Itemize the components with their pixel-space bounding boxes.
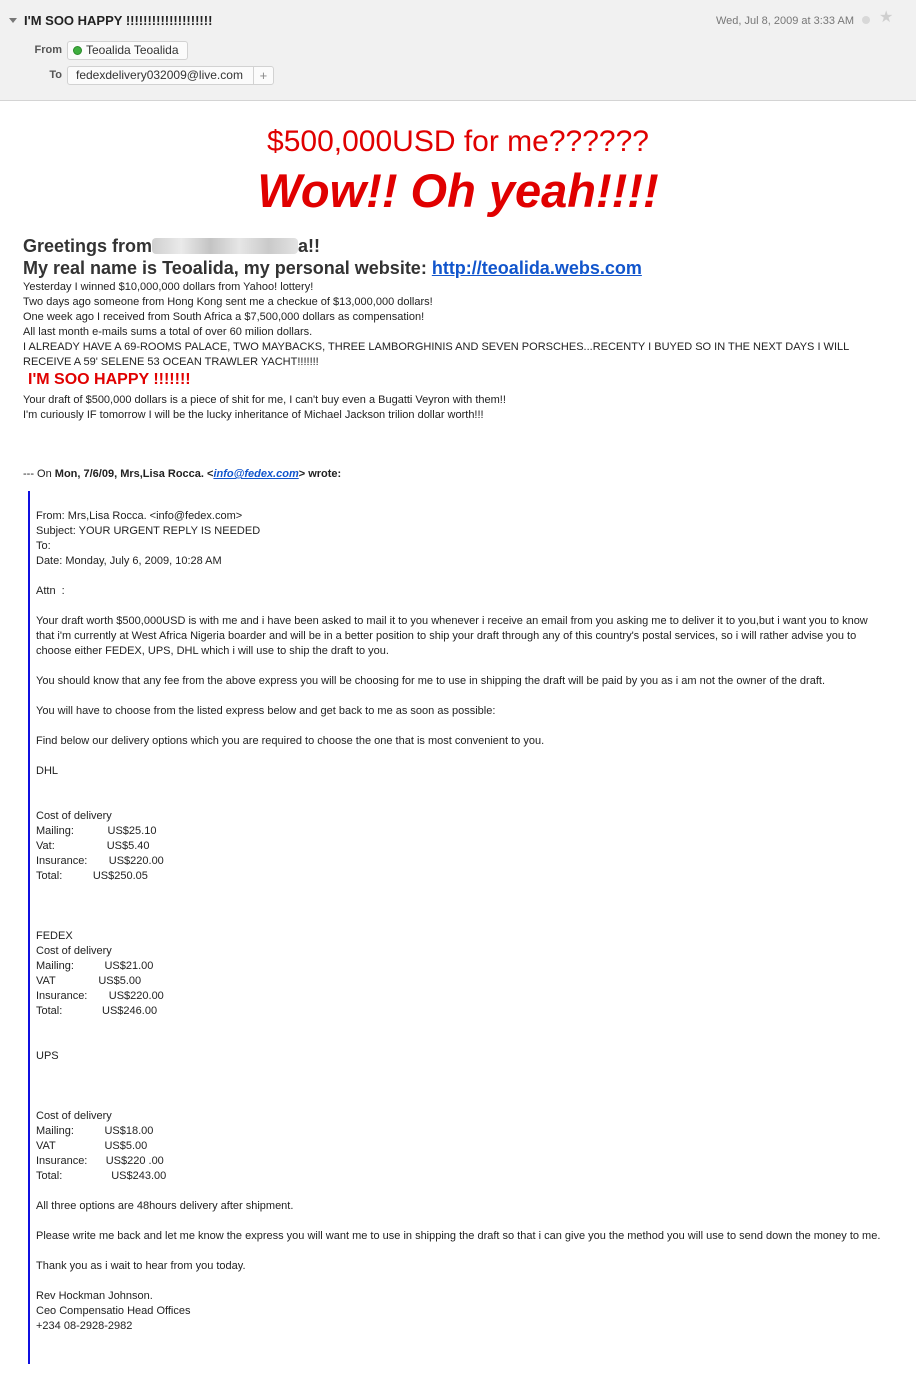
happy-exclamation: I'M SOO HAPPY !!!!!!!	[28, 371, 191, 388]
website-link[interactable]: http://teoalida.webs.com	[431, 258, 642, 278]
quoted-paragraph: Find below our delivery options which you are required to choose the one that is most convenient to you.	[36, 735, 545, 747]
spacer	[36, 599, 886, 614]
spacer	[36, 719, 886, 734]
body-line: One week ago I received from South Africa a $7,500,000 dollars as compensation!	[23, 311, 425, 323]
headline-wow: Wow!! Oh yeah!!!!	[257, 164, 659, 217]
message-subject: I'M SOO HAPPY !!!!!!!!!!!!!!!!!!!!	[24, 13, 213, 28]
signature-phone: +234 08-2928-2982	[36, 1320, 133, 1332]
quoted-paragraph: You will have to choose from the listed express below and get back to me as soon as possible:	[36, 705, 496, 717]
body-line: Your draft of $500,000 dollars is a piece of shit for me, I can't buy even a Bugatti Veyron with them!!	[23, 394, 506, 406]
spacer	[36, 1019, 886, 1034]
signature-name: Rev Hockman Johnson.	[36, 1290, 153, 1302]
message-header	[0, 0, 916, 101]
quoted-paragraph: Your draft worth $500,000USD is with me and i have been asked to mail it to you whenever i receive an email from you asking me to deliver it to you,but i want you to know that i'm currently at West Africa Nigeria boarder and will be in a better position to ship your draft through any of this country's postal services, so i will rather advise you to choose either FEDEX, UPS, DHL which i will use to ship the draft to you.	[36, 615, 868, 657]
quoted-subject: Subject: YOUR URGENT REPLY IS NEEDED	[36, 525, 261, 537]
spacer	[36, 689, 886, 704]
message-body-lines-2	[23, 393, 893, 423]
fedex-name: FEDEX	[36, 930, 73, 942]
quoted-from: From: Mrs,Lisa Rocca. <info@fedex.com>	[36, 510, 243, 522]
spacer	[36, 659, 886, 674]
quoted-to: To:	[36, 540, 51, 552]
body-line: Two days ago someone from Hong Kong sent me a checkue of $13,000,000 dollars!	[23, 296, 433, 308]
spacer	[36, 1079, 886, 1094]
spacer	[36, 1094, 886, 1109]
fedex-total: Total: US$246.00	[36, 1005, 158, 1017]
ups-total: Total: US$243.00	[36, 1170, 167, 1182]
sender-name: Teoalida Teoalida	[86, 43, 179, 57]
fedex-vat: VAT US$5.00	[36, 975, 142, 987]
dhl-cost-label: Cost of delivery	[36, 810, 112, 822]
signature-title: Ceo Compensatio Head Offices	[36, 1305, 191, 1317]
spacer	[36, 914, 886, 929]
spacer	[36, 884, 886, 899]
spacer	[36, 749, 886, 764]
ups-mailing: Mailing: US$18.00	[36, 1125, 154, 1137]
sender-chip[interactable]	[67, 41, 188, 60]
add-contact-plus-icon[interactable]: +	[253, 67, 273, 84]
body-line: I ALREADY HAVE A 69-ROOMS PALACE, TWO MAYBACKS, THREE LAMBORGHINIS AND SEVEN PORSCHES...RECENTY I BUYED SO IN THE NEXT DAYS I WILL RECEIVE A 59' SELENE 53 OCEAN TRAWLER YACHT!!!!!!!	[23, 341, 849, 368]
fedex-cost-label: Cost of delivery	[36, 945, 112, 957]
from-label: From	[34, 44, 62, 56]
attribution-author: Mon, 7/6/09, Mrs,Lisa Rocca. <	[54, 468, 214, 480]
body-line: All last month e-mails sums a total of over 60 milion dollars.	[23, 326, 313, 338]
recipient-chip[interactable]	[67, 66, 274, 85]
attribution-email-link[interactable]: info@fedex.com	[213, 468, 299, 480]
spacer	[36, 1274, 886, 1289]
ups-vat: VAT US$5.00	[36, 1140, 148, 1152]
quoted-date: Date: Monday, July 6, 2009, 10:28 AM	[36, 555, 222, 567]
spacer	[36, 1184, 886, 1199]
spacer	[36, 1214, 886, 1229]
star-icon[interactable]: ★	[879, 9, 894, 26]
quoted-paragraph: Please write me back and let me know the express you will want me to use in shipping the draft so that i can give you the method you will use to send down the money to me.	[36, 1230, 881, 1242]
greeting-suffix: a!!	[298, 236, 321, 256]
spacer	[36, 569, 886, 584]
fedex-insurance: Insurance: US$220.00	[36, 990, 164, 1002]
real-name-line	[23, 258, 642, 279]
quoted-paragraph: All three options are 48hours delivery after shipment.	[36, 1200, 294, 1212]
dhl-vat: Vat: US$5.40	[36, 840, 150, 852]
message-body-lines	[23, 280, 893, 370]
message-date: Wed, Jul 8, 2009 at 3:33 AM	[716, 15, 854, 27]
quoted-attn: Attn :	[36, 585, 65, 597]
attribution-suffix: > wrote:	[298, 468, 342, 480]
dhl-total: Total: US$250.05	[36, 870, 148, 882]
spacer	[36, 1244, 886, 1259]
quoted-paragraph: Thank you as i wait to hear from you today.	[36, 1260, 246, 1272]
spacer	[36, 779, 886, 794]
recipient-address: fedexdelivery032009@live.com	[76, 68, 243, 82]
greeting-line	[23, 236, 320, 257]
quoted-message	[28, 491, 886, 1364]
quoted-paragraph: You should know that any fee from the above express you will be choosing for me to use in shipping the draft will be paid by you as i am not the owner of the draft.	[36, 675, 825, 687]
spacer	[36, 1064, 886, 1079]
dhl-name: DHL	[36, 765, 59, 777]
real-name-text: My real name is Teoalida, my personal website:	[23, 258, 432, 278]
spacer	[36, 899, 886, 914]
presence-online-icon	[73, 46, 82, 55]
ups-insurance: Insurance: US$220 .00	[36, 1155, 164, 1167]
attribution-prefix: --- On	[23, 468, 55, 480]
headline-usd: $500,000USD for me??????	[267, 125, 649, 158]
dhl-insurance: Insurance: US$220.00	[36, 855, 164, 867]
dhl-mailing: Mailing: US$25.10	[36, 825, 157, 837]
to-label: To	[49, 69, 62, 81]
ups-name: UPS	[36, 1050, 59, 1062]
status-dot-icon[interactable]	[862, 16, 870, 24]
spacer	[36, 794, 886, 809]
ups-cost-label: Cost of delivery	[36, 1110, 112, 1122]
blurred-location	[152, 238, 298, 254]
collapse-arrow-icon[interactable]	[9, 18, 17, 23]
quote-attribution	[23, 468, 341, 480]
fedex-mailing: Mailing: US$21.00	[36, 960, 154, 972]
greeting-prefix: Greetings from	[23, 236, 153, 256]
body-line: Yesterday I winned $10,000,000 dollars from Yahoo! lottery!	[23, 281, 314, 293]
body-line: I'm curiously IF tomorrow I will be the lucky inheritance of Michael Jackson trilion dollar worth!!!	[23, 409, 484, 421]
spacer	[36, 1034, 886, 1049]
